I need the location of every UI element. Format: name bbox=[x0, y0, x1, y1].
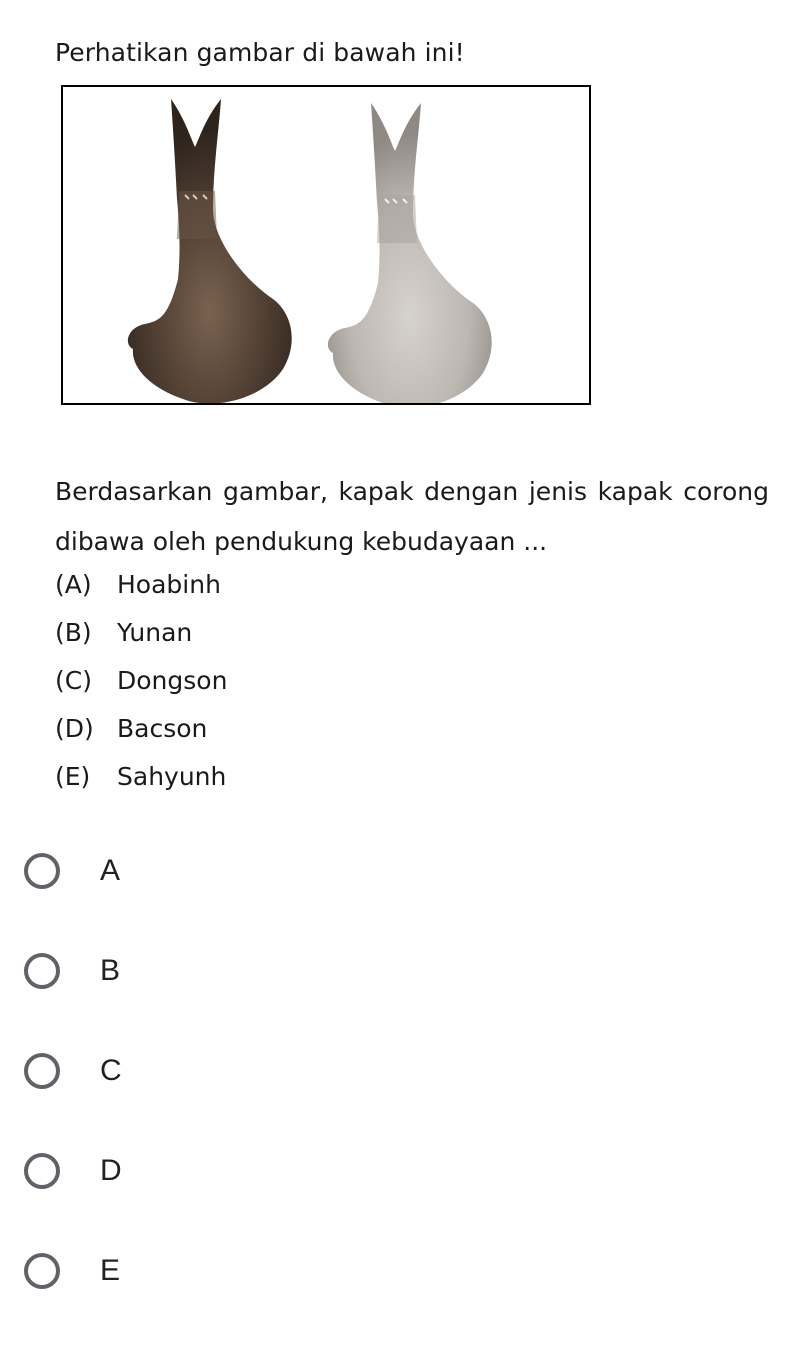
choice-item bbox=[55, 609, 227, 657]
radio-option-d[interactable] bbox=[24, 1146, 122, 1196]
choice-text: Bacson bbox=[117, 714, 208, 743]
choice-item bbox=[55, 561, 227, 609]
question-text: Berdasarkan gambar, kapak dengan jenis kapak corong dibawa oleh pendukung kebudayaan ... bbox=[55, 477, 769, 556]
radio-label: C bbox=[100, 1054, 122, 1087]
choice-key: (C) bbox=[55, 666, 92, 695]
radio-circle-icon[interactable] bbox=[24, 853, 60, 889]
answer-choices-list bbox=[55, 561, 227, 801]
radio-circle-icon[interactable] bbox=[24, 953, 60, 989]
radio-label: E bbox=[100, 1254, 121, 1287]
choice-item bbox=[55, 753, 227, 801]
dark-axe bbox=[128, 99, 292, 403]
light-axe bbox=[328, 103, 492, 403]
question-figure bbox=[61, 85, 591, 405]
choice-text: Yunan bbox=[117, 618, 193, 647]
choice-item bbox=[55, 657, 227, 705]
choice-key: (B) bbox=[55, 618, 92, 647]
radio-option-b[interactable] bbox=[24, 946, 120, 996]
choice-item bbox=[55, 705, 227, 753]
choice-text: Sahyunh bbox=[117, 762, 227, 791]
radio-option-a[interactable] bbox=[24, 846, 120, 896]
radio-label: A bbox=[100, 854, 121, 887]
radio-option-e[interactable] bbox=[24, 1246, 120, 1296]
radio-circle-icon[interactable] bbox=[24, 1253, 60, 1289]
radio-circle-icon[interactable] bbox=[24, 1053, 60, 1089]
choice-text: Dongson bbox=[117, 666, 228, 695]
choice-key: (E) bbox=[55, 762, 91, 791]
radio-label: D bbox=[100, 1154, 122, 1187]
choice-text: Hoabinh bbox=[117, 570, 221, 599]
radio-option-c[interactable] bbox=[24, 1046, 122, 1096]
choice-key: (A) bbox=[55, 570, 92, 599]
radio-circle-icon[interactable] bbox=[24, 1153, 60, 1189]
radio-label: B bbox=[100, 954, 121, 987]
question-instruction: Perhatikan gambar di bawah ini! bbox=[55, 38, 465, 67]
choice-key: (D) bbox=[55, 714, 94, 743]
bronze-axes-image bbox=[63, 87, 589, 403]
